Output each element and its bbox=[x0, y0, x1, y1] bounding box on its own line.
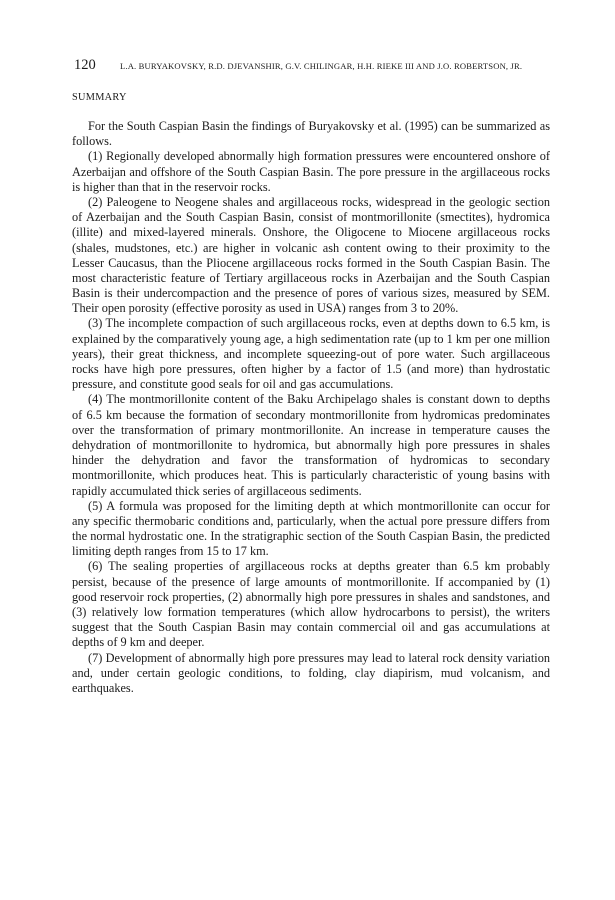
paragraph-1: (1) Regionally developed abnormally high formation pressures were encountered onshore of Azerbaijan and offshore of the South Caspian Basin. The pore pressure in the argillaceous rocks is higher than that in the reservoir rocks. bbox=[72, 149, 550, 194]
paragraph-4: (4) The montmorillonite content of the Baku Archipelago shales is constant down to depths of 6.5 km because the formation of secondary montmorillonite from hydromicas predominates over the transformation of primary montmorillonite. An increase in temperature causes the dehydration of montmorillonite to hydromica, but abnormally high pore pressures in shales hinder the dehydration and favor the transformation of hydromicas to secondary montmorillonite, which produces heat. This is particularly characteristic of young basins with rapidly accumulated thick series of argillaceous sediments. bbox=[72, 392, 550, 498]
page bbox=[72, 57, 550, 696]
paragraph-5: (5) A formula was proposed for the limiting depth at which montmorillonite can occur for any specific thermobaric conditions and, particularly, when the actual pore pressure differs from the normal hydrostatic one. In the stratigraphic section of the South Caspian Basin, the predicted limiting depth ranges from 15 to 17 km. bbox=[72, 498, 550, 559]
page-number: 120 bbox=[74, 57, 96, 73]
body-text bbox=[72, 119, 550, 696]
section-heading: SUMMARY bbox=[72, 92, 127, 103]
paragraph-6: (6) The sealing properties of argillaceous rocks at depths greater than 6.5 km probably persist, because of the presence of large amounts of montmorillonite. If accompanied by (1) good reservoir rock properties, (2) abnormally high pore pressures in shales and sandstones, and (3) relatively low formation temperatures (which allow hydrocarbons to persist), the writers suggest that the South Caspian Basin may contain commercial oil and gas accumulations at depths of 9 km and deeper. bbox=[72, 559, 550, 650]
paragraph-7: (7) Development of abnormally high pore pressures may lead to lateral rock density variation and, under certain geologic conditions, to folding, clay diapirism, mud volcanism, and earthquakes. bbox=[72, 650, 550, 695]
paragraph-intro: For the South Caspian Basin the findings of Buryakovsky et al. (1995) can be summarized as follows. bbox=[72, 119, 550, 149]
running-head bbox=[72, 57, 550, 75]
paragraph-3: (3) The incomplete compaction of such argillaceous rocks, even at depths down to 6.5 km, is explained by the comparatively young age, a high sedimentation rate (up to 1 km per one million years), their great thickness, and incomplete squeezing-out of pore water. Such argillaceous rocks have high pore pressures, often higher by a factor of 1.5 (and more) than hydrostatic pressure, and constitute good seals for oil and gas accumulations. bbox=[72, 316, 550, 392]
running-head-authors: L.A. BURYAKOVSKY, R.D. DJEVANSHIR, G.V. CHILINGAR, H.H. RIEKE III AND J.O. ROBERTSON, JR. bbox=[120, 61, 523, 71]
paragraph-2: (2) Paleogene to Neogene shales and argillaceous rocks, widespread in the geologic section of Azerbaijan and the South Caspian Basin, consist of montmorillonite (smectites), hydromica (illite) and mixed-layered minerals. Onshore, the Oligocene to Miocene argillaceous rocks (shales, mudstones, etc.) are higher in volcanic ash content owing to their proximity to the Lesser Caucasus, than the Pliocene argillaceous rocks formed in the South Caspian Basin. The most characteristic feature of Tertiary argillaceous rocks in Azerbaijan and the South Caspian Basin is their undercompaction and the presence of pores of various sizes, measured by SEM. Their open porosity (effective porosity as used in USA) ranges from 3 to 20%. bbox=[72, 194, 550, 316]
